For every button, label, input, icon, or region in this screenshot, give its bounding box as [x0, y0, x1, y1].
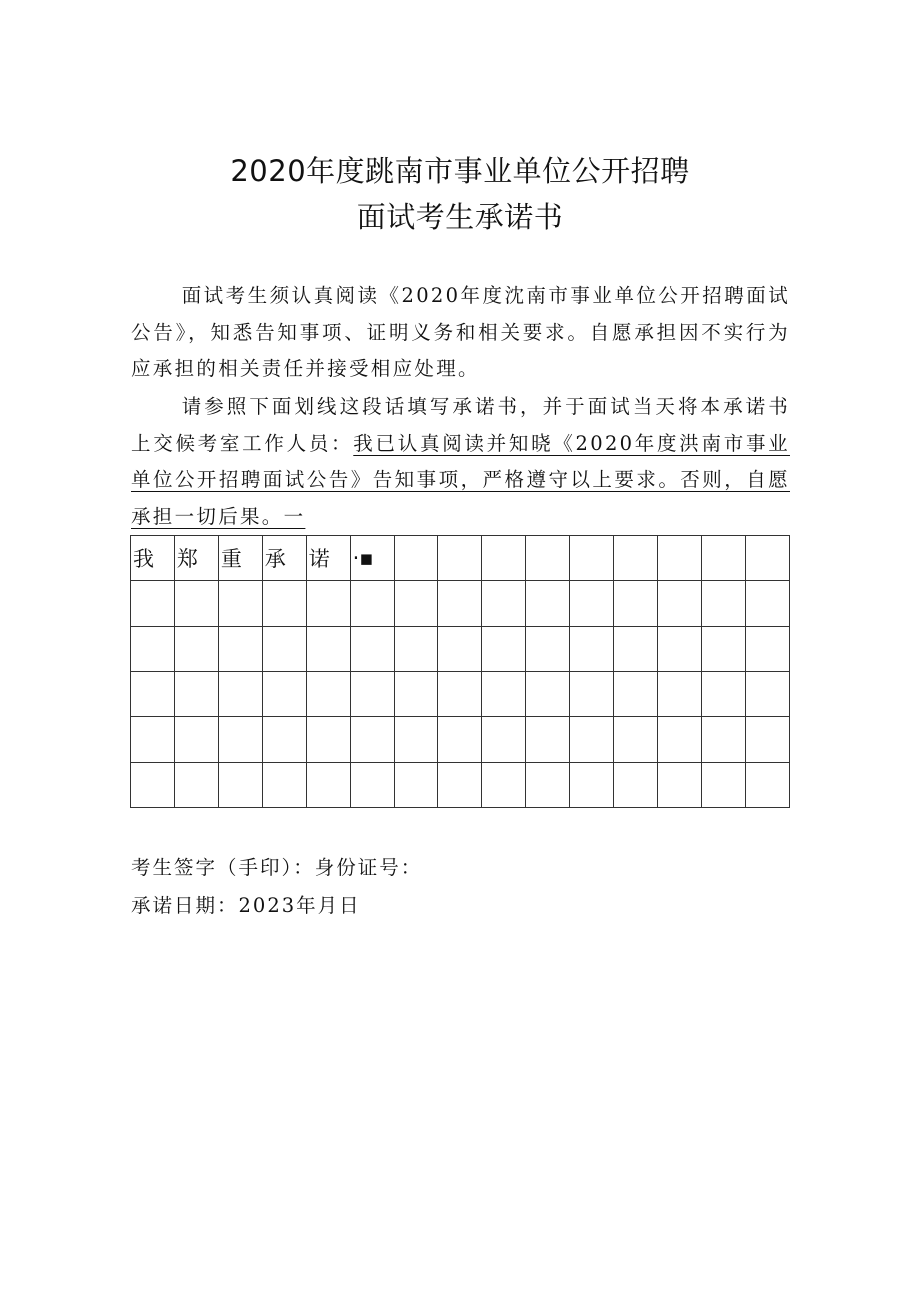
grid-cell[interactable]: [306, 717, 350, 762]
grid-cell[interactable]: [658, 536, 702, 581]
grid-cell[interactable]: [438, 717, 482, 762]
grid-cell[interactable]: [570, 626, 614, 671]
grid-cell[interactable]: 诺: [306, 536, 350, 581]
grid-cell[interactable]: [526, 626, 570, 671]
grid-cell[interactable]: [394, 717, 438, 762]
grid-cell[interactable]: [394, 626, 438, 671]
grid-cell[interactable]: [306, 762, 350, 807]
signature-id-line: 考生签字（手印）：身份证号：: [131, 856, 423, 879]
grid-cell[interactable]: [306, 581, 350, 626]
grid-cell[interactable]: [174, 717, 218, 762]
grid-cell[interactable]: [482, 671, 526, 716]
grid-cell[interactable]: 重: [218, 536, 262, 581]
fill-in-instruction-intro: 请参照下面划线这段话填写承诺书，并于面试当天将本承诺书上交候考室工作人员：: [131, 395, 790, 455]
grid-cell[interactable]: [394, 536, 438, 581]
grid-cell[interactable]: [482, 581, 526, 626]
grid-cell[interactable]: [570, 717, 614, 762]
grid-cell[interactable]: [438, 626, 482, 671]
grid-cell[interactable]: [701, 581, 745, 626]
grid-cell[interactable]: [131, 671, 175, 716]
grid-cell[interactable]: [614, 717, 658, 762]
grid-cell[interactable]: [350, 626, 394, 671]
instruction-paragraph: 面试考生须认真阅读《2020年度沈南市事业单位公开招聘面试公告》，知悉告知事项、证明义务和相关要求。自愿承担因不实行为应承担的相关责任并接受相应处理。: [131, 284, 790, 380]
grid-cell[interactable]: [350, 717, 394, 762]
grid-row: [131, 762, 790, 807]
grid-row: [131, 581, 790, 626]
grid-cell[interactable]: [262, 671, 306, 716]
grid-cell[interactable]: [394, 581, 438, 626]
grid-cell[interactable]: [218, 717, 262, 762]
grid-cell[interactable]: 郑: [174, 536, 218, 581]
grid-cell[interactable]: [701, 717, 745, 762]
grid-cell[interactable]: [174, 671, 218, 716]
document-title-line-2: 面试考生承诺书: [356, 200, 564, 234]
grid-cell[interactable]: [174, 626, 218, 671]
grid-cell[interactable]: [350, 671, 394, 716]
grid-cell[interactable]: [614, 581, 658, 626]
grid-cell[interactable]: [131, 717, 175, 762]
grid-cell[interactable]: [658, 581, 702, 626]
grid-cell[interactable]: [745, 626, 789, 671]
grid-cell[interactable]: [658, 717, 702, 762]
grid-cell[interactable]: [218, 671, 262, 716]
grid-cell[interactable]: [658, 626, 702, 671]
grid-cell[interactable]: [350, 762, 394, 807]
grid-cell[interactable]: [526, 717, 570, 762]
grid-cell[interactable]: [526, 536, 570, 581]
grid-cell[interactable]: [658, 671, 702, 716]
grid-cell[interactable]: [438, 671, 482, 716]
grid-cell[interactable]: [570, 536, 614, 581]
grid-cell[interactable]: [482, 717, 526, 762]
grid-cell[interactable]: [482, 536, 526, 581]
grid-cell[interactable]: [526, 581, 570, 626]
grid-cell[interactable]: [526, 762, 570, 807]
grid-cell[interactable]: [131, 581, 175, 626]
grid-cell[interactable]: [482, 762, 526, 807]
underlined-promise-text: 我已认真阅读并知晓《2020年度洪南市事业单位公开招聘面试公告》告知事项，严格遵守以上要求。否则，自愿承担一切后果。一: [131, 431, 790, 528]
fill-in-instruction-paragraph: [131, 389, 790, 535]
grid-cell[interactable]: [745, 671, 789, 716]
grid-cell[interactable]: [394, 762, 438, 807]
grid-cell[interactable]: [745, 581, 789, 626]
grid-cell[interactable]: [745, 762, 789, 807]
grid-cell[interactable]: [262, 581, 306, 626]
grid-cell[interactable]: [174, 762, 218, 807]
grid-cell[interactable]: [526, 671, 570, 716]
grid-cell[interactable]: ·▪: [350, 536, 394, 581]
grid-cell[interactable]: [614, 671, 658, 716]
grid-cell[interactable]: [306, 626, 350, 671]
grid-cell[interactable]: [570, 762, 614, 807]
grid-cell[interactable]: [745, 536, 789, 581]
grid-cell[interactable]: [262, 717, 306, 762]
grid-row: [131, 671, 790, 716]
grid-cell[interactable]: [218, 626, 262, 671]
grid-cell[interactable]: [570, 671, 614, 716]
grid-row: [131, 536, 790, 581]
handwriting-grid: [130, 535, 790, 808]
grid-cell[interactable]: [658, 762, 702, 807]
document-title-line-1: 2020年度跳南市事业单位公开招聘: [230, 154, 690, 188]
grid-cell[interactable]: [614, 626, 658, 671]
grid-cell[interactable]: [614, 536, 658, 581]
grid-cell[interactable]: [394, 671, 438, 716]
grid-cell[interactable]: [131, 626, 175, 671]
grid-cell[interactable]: [306, 671, 350, 716]
grid-cell[interactable]: [438, 536, 482, 581]
grid-cell[interactable]: [701, 626, 745, 671]
promise-date-line: 承诺日期：2023年月日: [131, 894, 361, 917]
grid-cell[interactable]: [218, 762, 262, 807]
grid-cell[interactable]: [262, 762, 306, 807]
grid-cell[interactable]: [438, 762, 482, 807]
grid-cell[interactable]: [701, 536, 745, 581]
grid-cell[interactable]: [614, 762, 658, 807]
grid-cell[interactable]: [570, 581, 614, 626]
grid-cell[interactable]: [701, 671, 745, 716]
grid-cell[interactable]: 承: [262, 536, 306, 581]
grid-cell[interactable]: [701, 762, 745, 807]
grid-row: [131, 626, 790, 671]
grid-cell[interactable]: [218, 581, 262, 626]
grid-cell[interactable]: [262, 626, 306, 671]
grid-cell[interactable]: [438, 581, 482, 626]
grid-row: [131, 717, 790, 762]
grid-cell[interactable]: [350, 581, 394, 626]
grid-cell[interactable]: [745, 717, 789, 762]
grid-cell[interactable]: [131, 762, 175, 807]
grid-cell[interactable]: [482, 626, 526, 671]
grid-cell[interactable]: [174, 581, 218, 626]
grid-cell[interactable]: 我: [131, 536, 175, 581]
